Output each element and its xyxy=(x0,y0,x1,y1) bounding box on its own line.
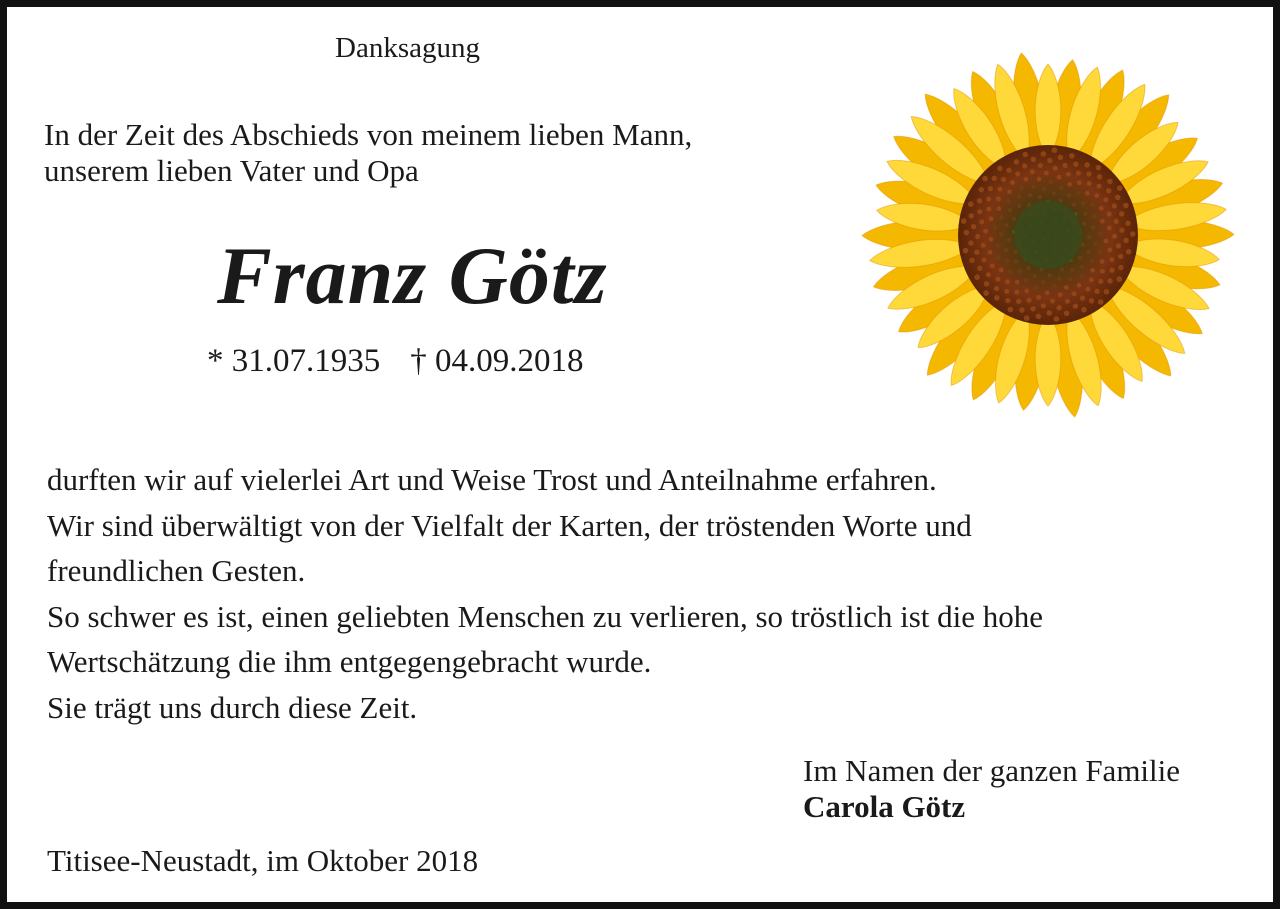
sunflower-seed xyxy=(1078,256,1082,260)
sunflower-seed xyxy=(1005,279,1010,284)
heading: Danksagung xyxy=(335,32,480,64)
sunflower-seed xyxy=(1024,289,1029,294)
sunflower-seed xyxy=(1090,202,1095,207)
sunflower-seed xyxy=(1019,307,1024,312)
sunflower-seed xyxy=(1104,239,1109,244)
sunflower-seed xyxy=(999,232,1003,236)
sunflower-seed xyxy=(1123,238,1128,243)
sunflower-seed xyxy=(1084,162,1089,167)
sunflower-seed xyxy=(1008,208,1012,212)
sunflower-seed xyxy=(1058,292,1063,297)
body-line: freundlichen Gesten. xyxy=(47,553,306,588)
sunflower-seed xyxy=(1044,171,1049,176)
sunflower-seed xyxy=(1032,274,1036,278)
sunflower-seed xyxy=(986,197,991,202)
sunflower-seed xyxy=(1119,211,1124,216)
death-date: † 04.09.2018 xyxy=(410,343,584,379)
sunflower-seed xyxy=(981,257,986,262)
sunflower-seed xyxy=(1107,278,1112,283)
sunflower-seed xyxy=(1107,247,1112,252)
sunflower-seed xyxy=(1015,280,1020,285)
sunflower-seed xyxy=(1073,304,1078,309)
sunflower-seed xyxy=(1079,274,1084,279)
sunflower-seed xyxy=(1065,299,1070,304)
birth-date: * 31.07.1935 xyxy=(207,343,381,379)
sunflower-seed xyxy=(1041,303,1046,308)
sunflower-seed xyxy=(1100,219,1105,224)
sunflower-seed xyxy=(1017,194,1021,198)
sunflower-seed xyxy=(1019,185,1024,190)
sunflower-seed xyxy=(1100,269,1105,274)
sunflower-seed xyxy=(1016,299,1021,304)
sunflower-seed xyxy=(1052,147,1058,153)
sunflower-seed xyxy=(1086,171,1091,176)
sunflower-seed xyxy=(1077,180,1082,185)
sunflower-seed xyxy=(1050,299,1055,304)
sunflower-seed xyxy=(1014,259,1018,263)
sunflower-seed xyxy=(1118,265,1123,270)
sunflower-seed xyxy=(969,213,974,218)
sunflower-seed xyxy=(1014,159,1019,164)
sunflower-seed xyxy=(1008,307,1014,313)
sunflower-seed xyxy=(1006,168,1011,173)
sunflower-seed xyxy=(1076,171,1081,176)
sunflower-seed xyxy=(1024,278,1028,282)
sunflower-seed xyxy=(1066,172,1071,177)
sunflower-seed xyxy=(1104,289,1110,295)
sunflower-seed xyxy=(986,272,991,277)
sunflower-seed xyxy=(1058,155,1063,160)
sunflower-seed xyxy=(1059,198,1063,202)
sunflower-seed xyxy=(1057,277,1061,281)
sunflower-seed xyxy=(996,197,1001,202)
sunflower-seed xyxy=(1098,250,1103,255)
sunflower-seed xyxy=(1030,169,1035,174)
sunflower-seed xyxy=(1049,180,1054,185)
sunflower-seed xyxy=(997,166,1003,172)
sunflower-seed xyxy=(1017,204,1021,208)
sunflower-seed xyxy=(1087,235,1091,239)
sunflower-seed xyxy=(1028,193,1032,197)
sunflower-seed xyxy=(1022,163,1027,168)
sunflower-seed xyxy=(1030,306,1035,311)
sunflower-seed xyxy=(1047,310,1052,315)
sunflower-seed xyxy=(1069,153,1075,159)
sunflower-seed xyxy=(1041,151,1047,157)
sunflower-seed xyxy=(1081,201,1085,205)
sunflower-seed xyxy=(1117,185,1123,191)
sunflower-seed xyxy=(994,286,999,291)
sunflower-seed xyxy=(1081,243,1085,247)
sunflower-seed xyxy=(977,266,982,271)
sunflower-seed xyxy=(1068,277,1072,281)
sunflower-seed xyxy=(968,240,973,245)
sunflower-seed xyxy=(1076,191,1081,196)
life-dates xyxy=(207,341,584,381)
sunflower-seed xyxy=(1070,268,1074,272)
sunflower-seed xyxy=(1004,223,1008,227)
sunflower-seed xyxy=(1103,197,1108,202)
sunflower-seed xyxy=(1038,195,1042,199)
sunflower-seed xyxy=(1130,231,1136,237)
sunflower-seed xyxy=(997,187,1002,192)
sunflower-seed xyxy=(999,268,1004,273)
sunflower-seed xyxy=(990,263,995,268)
sunflower-seed xyxy=(1090,268,1095,273)
sunflower-seed xyxy=(1037,177,1042,182)
sunflower-seed xyxy=(1098,279,1103,284)
sunflower-seed xyxy=(1006,199,1011,204)
intro-line: In der Zeit des Abschieds von meinem lieben Mann, xyxy=(44,117,693,152)
sunflower-seed xyxy=(1072,202,1076,206)
sunflower-seed xyxy=(983,229,988,234)
sunflower-seed xyxy=(964,230,970,236)
sunflower-seed xyxy=(1118,254,1123,259)
sunflower-seed xyxy=(1112,203,1117,208)
sunflower-seed xyxy=(1094,193,1099,198)
sunflower-seed xyxy=(1080,296,1085,301)
sunflower-seed xyxy=(1107,226,1112,231)
sunflower-seed xyxy=(996,243,1001,248)
sunflower-seed xyxy=(1094,289,1099,294)
sunflower-seed xyxy=(1080,265,1084,269)
sunflower-seed xyxy=(1086,250,1090,254)
sunflower-seed xyxy=(1004,258,1008,262)
body-line: Sie trägt uns durch diese Zeit. xyxy=(47,689,418,725)
sunflower-seed xyxy=(1085,287,1090,292)
sunflower-seed xyxy=(1015,171,1020,176)
sunflower-seed xyxy=(995,277,1000,282)
body-line: Wertschätzung die ihm entgegengebracht wurde. xyxy=(47,644,652,679)
sunflower-seed xyxy=(1085,191,1090,196)
sunflower-seed xyxy=(1114,219,1119,224)
sunflower-seed xyxy=(1056,305,1061,310)
sunflower-seed xyxy=(1004,289,1009,294)
sunflower-seed xyxy=(1012,217,1016,221)
sunflower-seed xyxy=(1112,234,1117,239)
sunflower-seed xyxy=(1109,257,1114,262)
sunflower-seed xyxy=(989,237,994,242)
sunflower-seed xyxy=(975,234,980,239)
signer-name: Carola Götz xyxy=(803,789,966,824)
sunflower-seed xyxy=(1106,188,1111,193)
sunflower-seed xyxy=(1060,267,1064,271)
sunflower-seed xyxy=(974,274,980,280)
sunflower-seed xyxy=(1115,195,1120,200)
sunflower-seed xyxy=(1107,212,1112,217)
sunflower-seed xyxy=(1100,259,1105,264)
sunflower-seed xyxy=(1027,266,1031,270)
sunflower-seed xyxy=(1089,298,1094,303)
sunflower-seed xyxy=(1024,177,1029,182)
sunflower-seed xyxy=(1097,174,1102,179)
sunflower-seed xyxy=(1099,206,1104,211)
sunflower-seed xyxy=(1053,166,1058,171)
sunflower-seed xyxy=(1001,177,1006,182)
sunflower-seed xyxy=(984,281,989,286)
sunflower-seed xyxy=(992,176,997,181)
sunflower-seed xyxy=(1098,231,1103,236)
sunflower-seed xyxy=(1083,212,1087,216)
sunflower-seed xyxy=(1091,225,1095,229)
sunflower-seed xyxy=(977,209,982,214)
sunflower-seed xyxy=(1045,290,1050,295)
sunflower-seed xyxy=(961,218,967,224)
sunflower-seed xyxy=(1027,298,1032,303)
sunflower-seed xyxy=(997,206,1002,211)
sunflower-seed xyxy=(1109,268,1114,273)
sunflower-seed xyxy=(1067,182,1072,187)
sunflower-seed xyxy=(1036,314,1042,320)
sunflower-seed xyxy=(1042,187,1046,191)
sunflower-seed xyxy=(963,248,969,254)
body-line: durften wir auf vielerlei Art und Weise Trost und Anteilnahme erfahren. xyxy=(47,462,937,497)
sunflower-seed xyxy=(989,216,994,221)
sunflower-seed xyxy=(994,295,1000,301)
sunflower-seed xyxy=(1072,291,1077,296)
sunflower-seed xyxy=(999,215,1003,219)
sunflower-seed xyxy=(1031,157,1036,162)
sunflower-seed xyxy=(1081,307,1087,313)
sunflower-seed xyxy=(1096,184,1101,189)
sunflower-seed xyxy=(1090,259,1095,264)
sunflower-seed xyxy=(986,207,991,212)
sunflower-seed xyxy=(1024,315,1030,321)
sunflower-seed xyxy=(1047,273,1051,277)
body-line: So schwer es ist, einen geliebten Menschen zu verlieren, so tröstlich ist die hohe xyxy=(47,598,1044,634)
sunflower-seed xyxy=(1117,276,1123,282)
sunflower-seed xyxy=(1036,295,1041,300)
sunflower-seed xyxy=(969,258,974,263)
sunflower-seed xyxy=(1073,162,1078,167)
sunflower-seed xyxy=(979,219,984,224)
deceased-name: Franz Götz xyxy=(217,230,608,321)
sunflower-seed xyxy=(981,243,986,248)
sunflower-seed xyxy=(1063,163,1068,168)
sunflower-seed xyxy=(971,224,976,229)
intro-line: unserem lieben Vater und Opa xyxy=(44,153,419,188)
sunflower-seed xyxy=(1064,311,1069,316)
signoff xyxy=(803,753,1180,825)
sunflower-seed xyxy=(983,290,989,296)
sunflower-seed xyxy=(1064,285,1069,290)
sunflower-seed xyxy=(1123,203,1129,209)
sunflower-seed xyxy=(1017,269,1021,273)
sunflower-seed xyxy=(1093,242,1097,246)
sunflower-seed xyxy=(988,250,993,255)
sunflower-seed xyxy=(1008,270,1013,275)
sunflower-seed xyxy=(1010,180,1015,185)
sunflower-seed xyxy=(1047,158,1052,163)
sunflower-seed xyxy=(1052,191,1056,195)
sunflower-seed xyxy=(1119,228,1124,233)
sunflower-seed xyxy=(1087,181,1092,186)
sunflower-seed xyxy=(1057,175,1062,180)
sunflower-seed xyxy=(1116,243,1121,248)
sunflower-seed xyxy=(1077,283,1082,288)
sunflower-seed xyxy=(1126,249,1132,255)
sunflower-seed xyxy=(1004,248,1008,252)
sunflower-seed xyxy=(968,201,974,207)
signoff-line: Im Namen der ganzen Familie xyxy=(803,753,1181,788)
sunflower-seed xyxy=(1023,152,1029,158)
sunflower-seed xyxy=(1098,299,1104,305)
sunflower-center xyxy=(1014,201,1082,269)
sunflower-seed xyxy=(1092,214,1096,218)
sunflower-seed xyxy=(1033,285,1038,290)
sunflower-image xyxy=(855,43,1241,423)
sunflower-seed xyxy=(1082,222,1086,226)
sunflower-seed xyxy=(1005,298,1010,303)
sunflower-seed xyxy=(1059,186,1063,190)
sunflower-seed xyxy=(1007,238,1011,242)
sunflower-seed xyxy=(1041,280,1045,284)
sunflower-seed xyxy=(977,198,982,203)
sunflower-seed xyxy=(1067,193,1071,197)
sunflower-seed xyxy=(1038,163,1043,168)
sunflower-seed xyxy=(988,186,993,191)
sunflower-seed xyxy=(1096,165,1102,171)
sunflower-seed xyxy=(982,176,988,182)
sunflower-seed xyxy=(1089,277,1094,282)
intro-text xyxy=(44,117,692,189)
sunflower-seed xyxy=(1014,250,1018,254)
sunflower-seed xyxy=(1054,316,1060,322)
sunflower-seed xyxy=(979,187,984,192)
sunflower-seed xyxy=(1107,179,1113,185)
sunflower-seed xyxy=(1014,290,1019,295)
sunflower-seed xyxy=(1031,184,1035,188)
body-text xyxy=(47,457,1043,730)
place-date: Titisee-Neustadt, im Oktober 2018 xyxy=(47,843,479,878)
body-line: Wir sind überwältigt von der Vielfalt der Karten, der tröstenden Worte und xyxy=(47,507,972,543)
sunflower-seed xyxy=(996,255,1001,260)
sunflower-seed xyxy=(974,250,979,255)
sunflower-seed xyxy=(1125,221,1131,227)
sunflower-seed xyxy=(1007,189,1012,194)
sunflower-seed xyxy=(1052,284,1057,289)
sunflower-seed xyxy=(993,225,998,230)
